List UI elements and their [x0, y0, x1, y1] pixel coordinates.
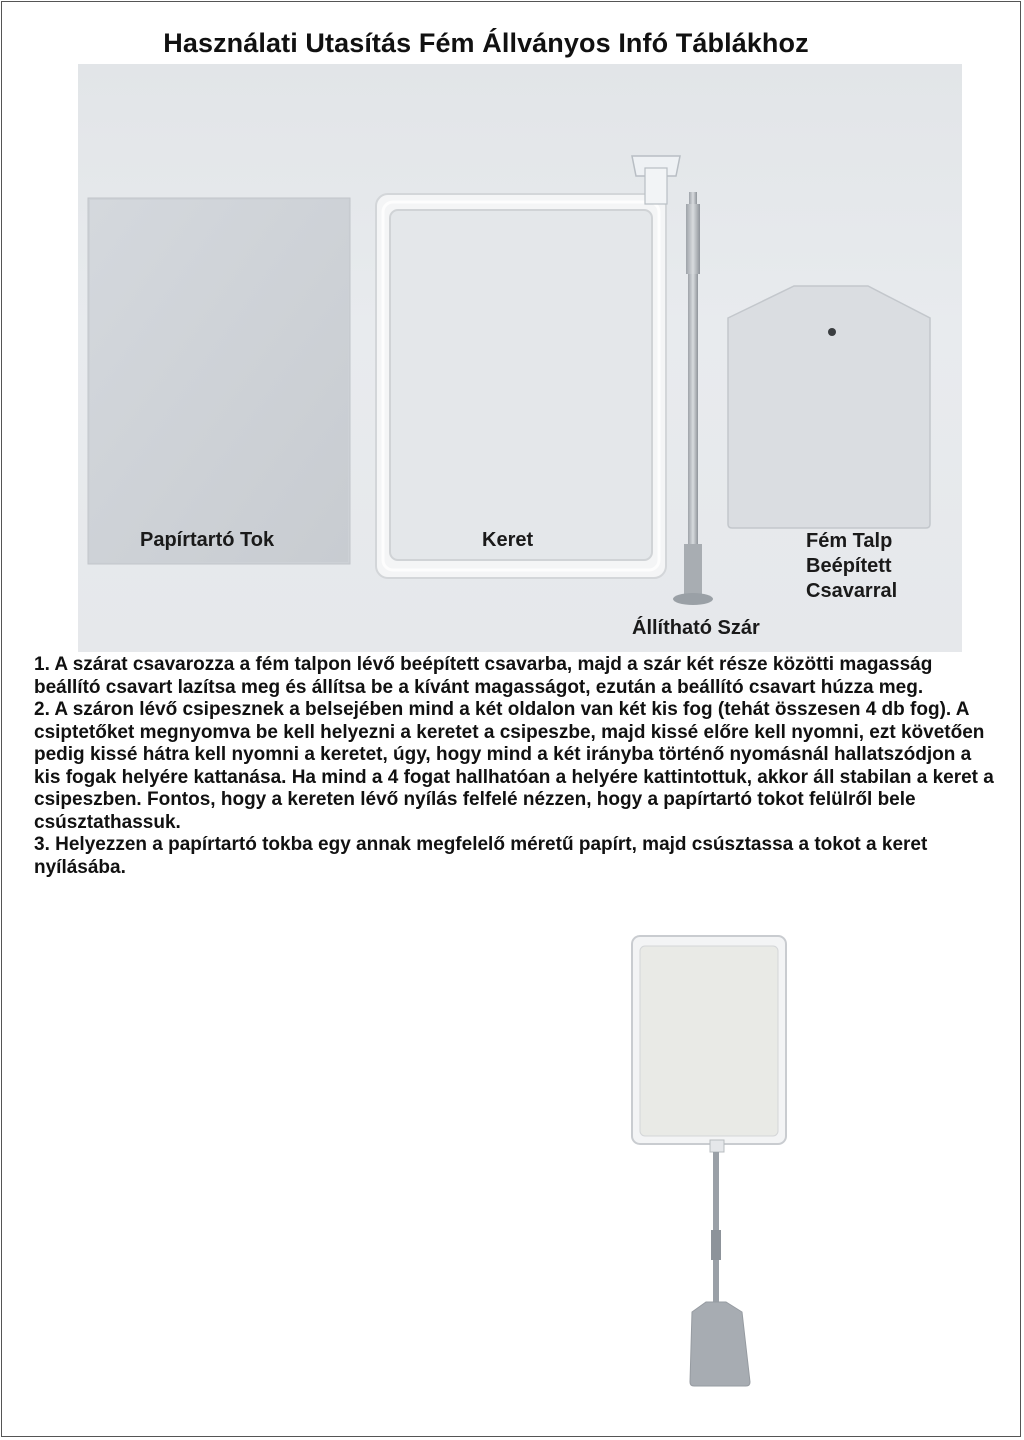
assembled-stand-photo	[620, 930, 800, 1400]
page-title: Használati Utasítás Fém Állványos Infó Táblákhoz	[163, 28, 809, 58]
stand-sleeve	[640, 946, 778, 1136]
stand-base	[690, 1302, 750, 1386]
metal-base-image	[728, 286, 930, 528]
instruction-step-1: 1. A szárat csavarozza a fém talpon lévő beépített csavarba, majd a szár két része közötti magasság beállító csavart lazítsa meg és állítsa be a kívánt magasságot, ezután a beállító csavart húzza meg.	[34, 654, 933, 698]
label-frame: Keret	[482, 529, 534, 551]
instructions	[34, 654, 996, 879]
label-base-line2: Beépített	[806, 555, 892, 577]
label-adjustable-rod: Állítható Szár	[632, 617, 760, 639]
instruction-step-3: 3. Helyezzen a papírtartó tokba egy annak megfelelő méretű papírt, majd csúsztassa a tokot a keret nyílásába.	[34, 834, 928, 878]
label-base-line1: Fém Talp	[806, 530, 893, 552]
frame-image	[376, 194, 666, 578]
label-paper-sleeve: Papírtartó Tok	[140, 529, 275, 551]
instruction-step-2: 2. A száron lévő csipesznek a belsejében mind a két oldalon van két kis fog (tehát összesen 4 db fog). A csiptetőket megnyomva be kell helyezni a keretet a csipeszbe, majd kissé előre kell nyomni, ezt követően pedig kissé hátra kell nyomni a keretet, úgy, hogy mind a két irányba történő nyomásnál hallatszódjon a kis fogak helyére kattanása. Ha mind a 4 fogat hallhatóan a helyére kattintottuk, akkor áll stabilan a keret a csipeszben. Fontos, hogy a kereten lévő nyílás felfelé nézzen, hogy a papírtartó tokot felülről bele csúsztathassuk.	[34, 699, 994, 833]
components-photo	[78, 64, 962, 652]
label-base-line3: Csavarral	[806, 580, 898, 602]
